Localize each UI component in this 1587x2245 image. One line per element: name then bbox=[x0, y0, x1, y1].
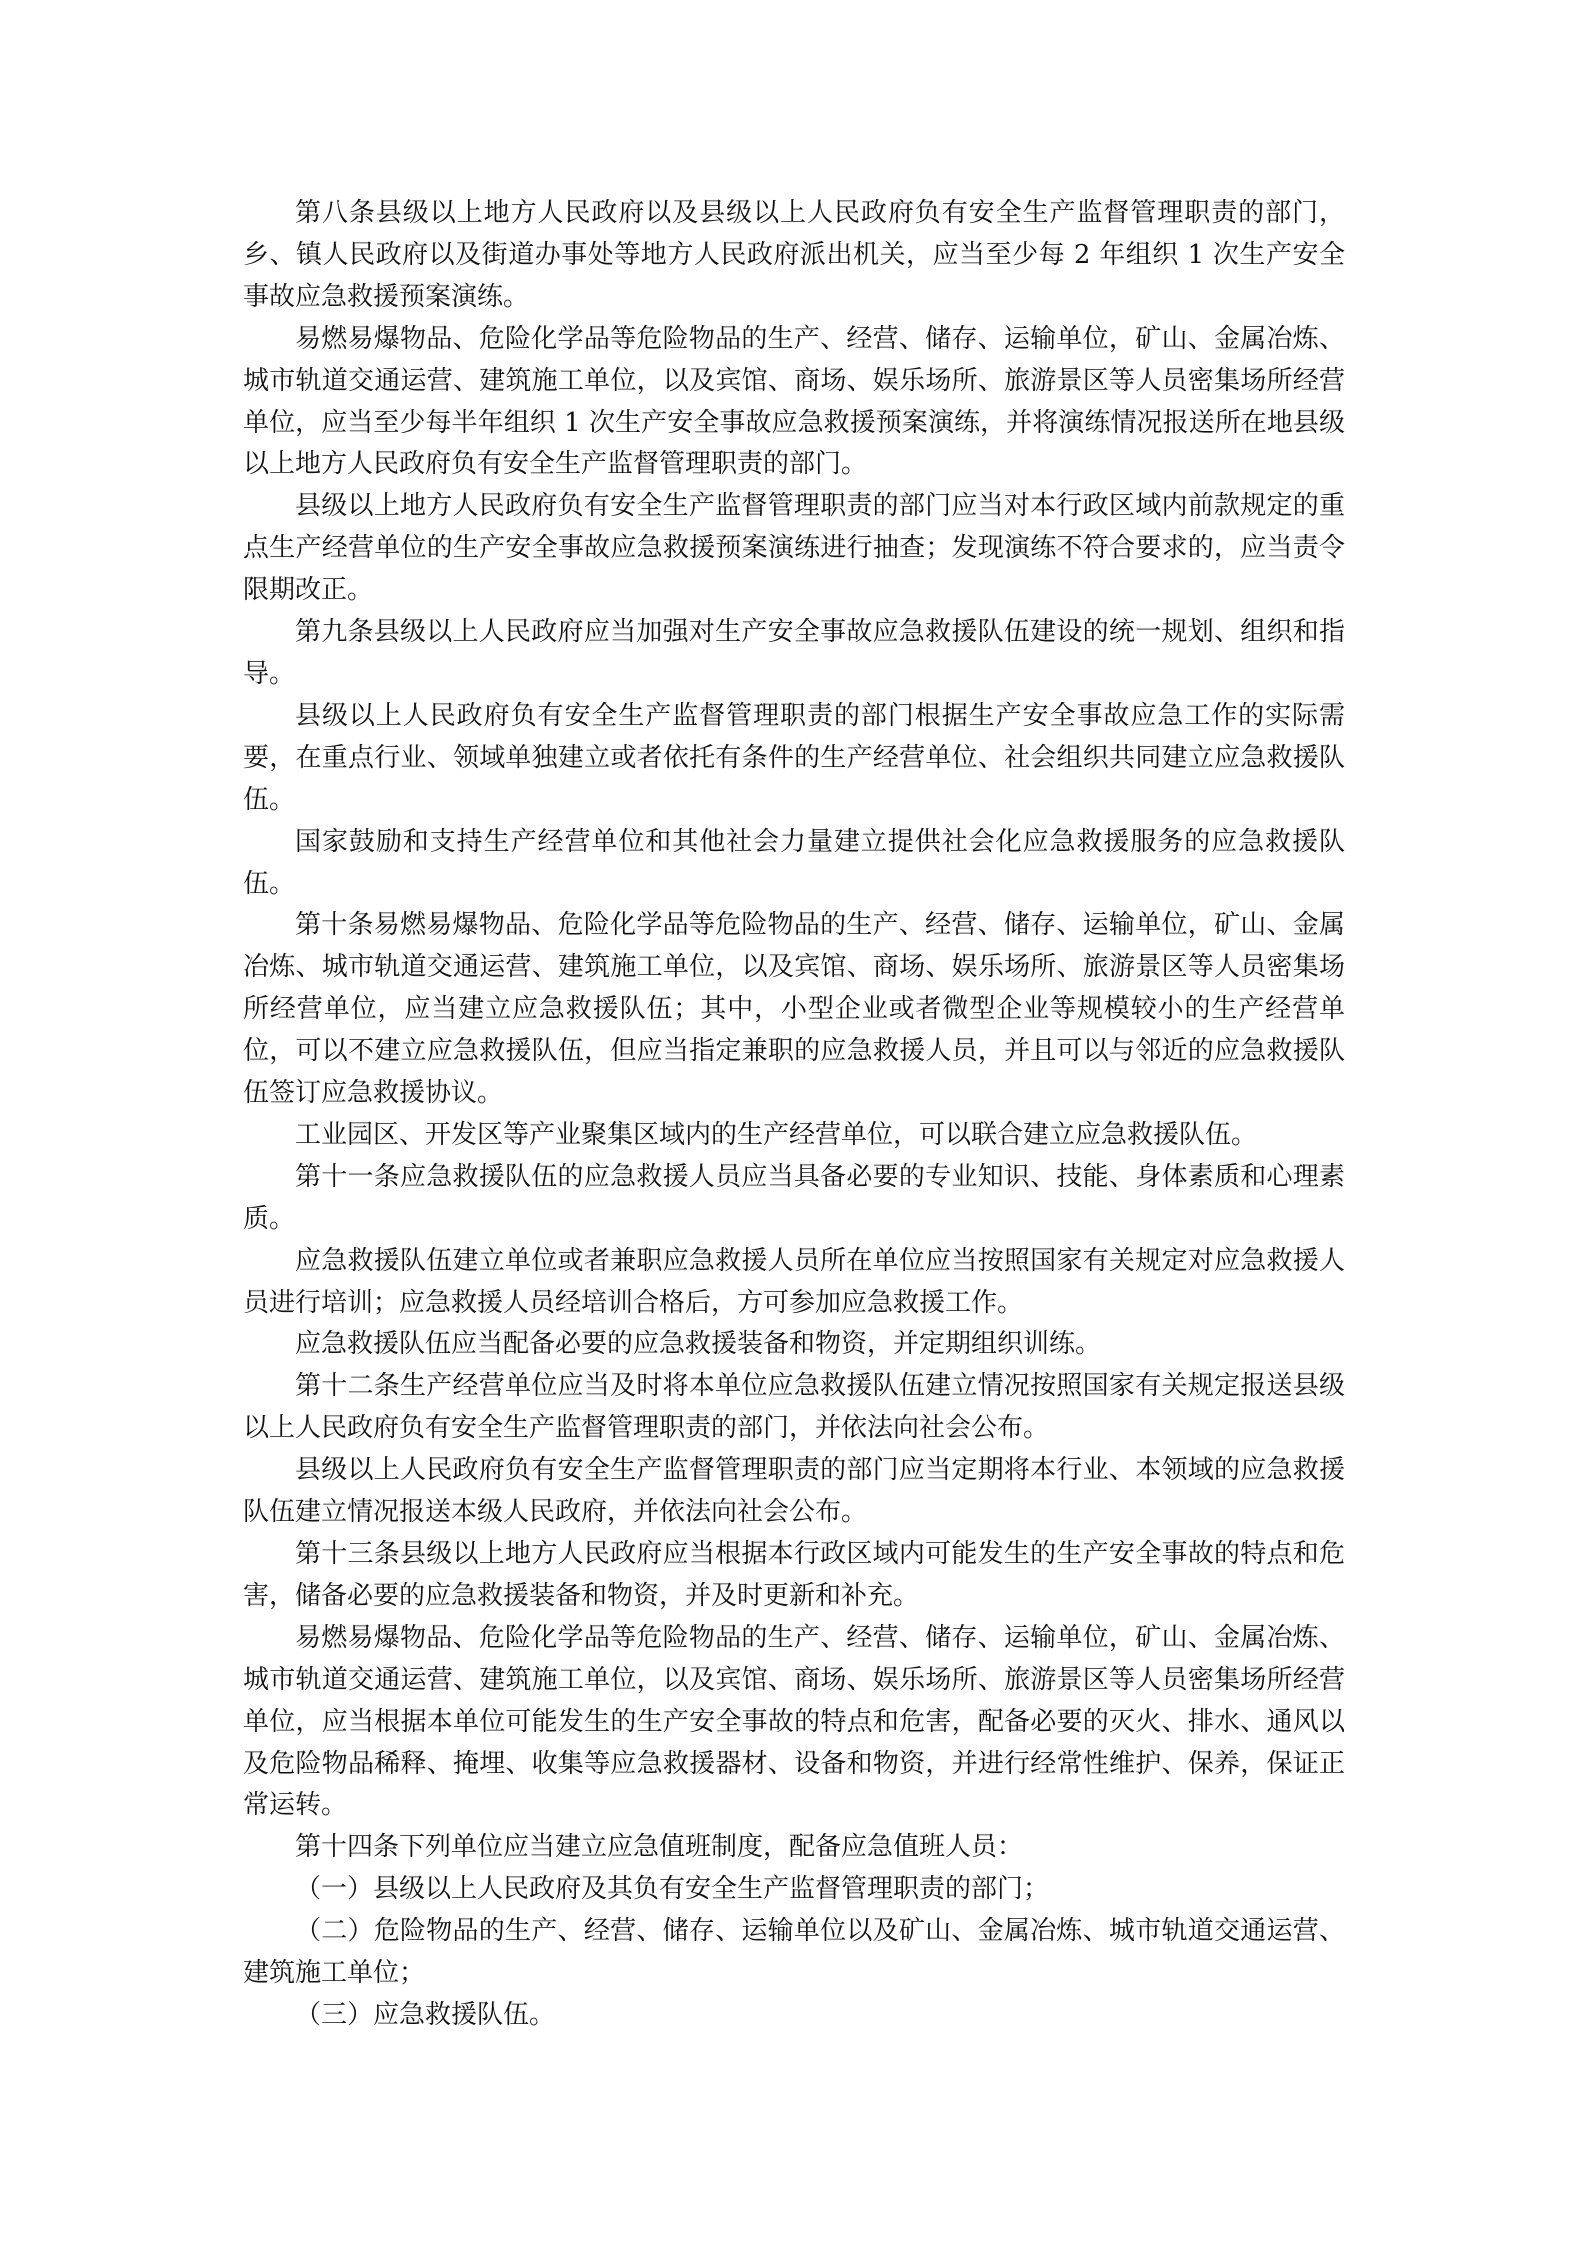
paragraph-article-11: 第十一条应急救援队伍的应急救援人员应当具备必要的专业知识、技能、身体素质和心理素质。 bbox=[243, 1161, 1345, 1234]
paragraph-article-8: 第八条县级以上地方人民政府以及县级以上人民政府负有安全生产监督管理职责的部门，乡、镇人民政府以及街道办事处等地方人民政府派出机关，应当至少每 2 年组织 1 次生产安全事故应急救援预案演练。 bbox=[243, 198, 1345, 312]
paragraph-article-9: 第九条县级以上人民政府应当加强对生产安全事故应急救援队伍建设的统一规划、组织和指导。 bbox=[243, 617, 1345, 689]
paragraph: 县级以上人民政府负有安全生产监督管理职责的部门应当定期将本行业、本领域的应急救援队伍建立情况报送本级人民政府，并依法向社会公布。 bbox=[243, 1455, 1345, 1528]
list-item: （三）应急救援队伍。 bbox=[295, 1999, 556, 2030]
paragraph: 县级以上地方人民政府负有安全生产监督管理职责的部门应当对本行政区域内前款规定的重点生产经营单位的生产安全事故应急救援预案演练进行抽查；发现演练不符合要求的，应当责令限期改正。 bbox=[243, 491, 1345, 606]
paragraph-article-14: 第十四条下列单位应当建立应急值班制度，配备应急值班人员： bbox=[295, 1832, 1024, 1863]
paragraph: 易燃易爆物品、危险化学品等危险物品的生产、经营、储存、运输单位，矿山、金属冶炼、城市轨道交通运营、建筑施工单位，以及宾馆、商场、娱乐场所、旅游景区等人员密集场所经营单位，应当至少每半年组织 1 次生产安全事故应急救援预案演练，并将演练情况报送所在地县级以上地方人民政府负有安全生产监督管理职责的部门。 bbox=[243, 323, 1345, 480]
paragraph: 应急救援队伍应当配备必要的应急救援装备和物资，并定期组织训练。 bbox=[295, 1329, 1102, 1360]
list-item: （一）县级以上人民政府及其负有安全生产监督管理职责的部门； bbox=[295, 1874, 1050, 1905]
paragraph-article-12: 第十二条生产经营单位应当及时将本单位应急救援队伍建立情况按照国家有关规定报送县级以上人民政府负有安全生产监督管理职责的部门，并依法向社会公布。 bbox=[243, 1371, 1345, 1444]
paragraph: 工业园区、开发区等产业聚集区域内的生产经营单位，可以联合建立应急救援队伍。 bbox=[295, 1119, 1258, 1150]
paragraph: 应急救援队伍建立单位或者兼职应急救援人员所在单位应当按照国家有关规定对应急救援人员进行培训；应急救援人员经培训合格后，方可参加应急救援工作。 bbox=[243, 1245, 1345, 1318]
document-body bbox=[243, 193, 1345, 2037]
list-item: （二）危险物品的生产、经营、储存、运输单位以及矿山、金属冶炼、城市轨道交通运营、建筑施工单位； bbox=[243, 1916, 1345, 1989]
paragraph: 易燃易爆物品、危险化学品等危险物品的生产、经营、储存、运输单位，矿山、金属冶炼、城市轨道交通运营、建筑施工单位，以及宾馆、商场、娱乐场所、旅游景区等人员密集场所经营单位，应当根据本单位可能发生的生产安全事故的特点和危害，配备必要的灭火、排水、通风以及危险物品稀释、掩埋、收集等应急救援器材、设备和物资，并进行经常性维护、保养，保证正常运转。 bbox=[243, 1622, 1345, 1821]
paragraph: 国家鼓励和支持生产经营单位和其他社会力量建立提供社会化应急救援服务的应急救援队伍。 bbox=[243, 826, 1345, 899]
paragraph-article-13: 第十三条县级以上地方人民政府应当根据本行政区域内可能发生的生产安全事故的特点和危害，储备必要的应急救援装备和物资，并及时更新和补充。 bbox=[243, 1539, 1345, 1611]
paragraph: 县级以上人民政府负有安全生产监督管理职责的部门根据生产安全事故应急工作的实际需要，在重点行业、领域单独建立或者依托有条件的生产经营单位、社会组织共同建立应急救援队伍。 bbox=[243, 700, 1345, 815]
paragraph-article-10: 第十条易燃易爆物品、危险化学品等危险物品的生产、经营、储存、运输单位，矿山、金属冶炼、城市轨道交通运营、建筑施工单位，以及宾馆、商场、娱乐场所、旅游景区等人员密集场所经营单位，应当建立应急救援队伍；其中，小型企业或者微型企业等规模较小的生产经营单位，可以不建立应急救援队伍，但应当指定兼职的应急救援人员，并且可以与邻近的应急救援队伍签订应急救援协议。 bbox=[243, 910, 1345, 1109]
